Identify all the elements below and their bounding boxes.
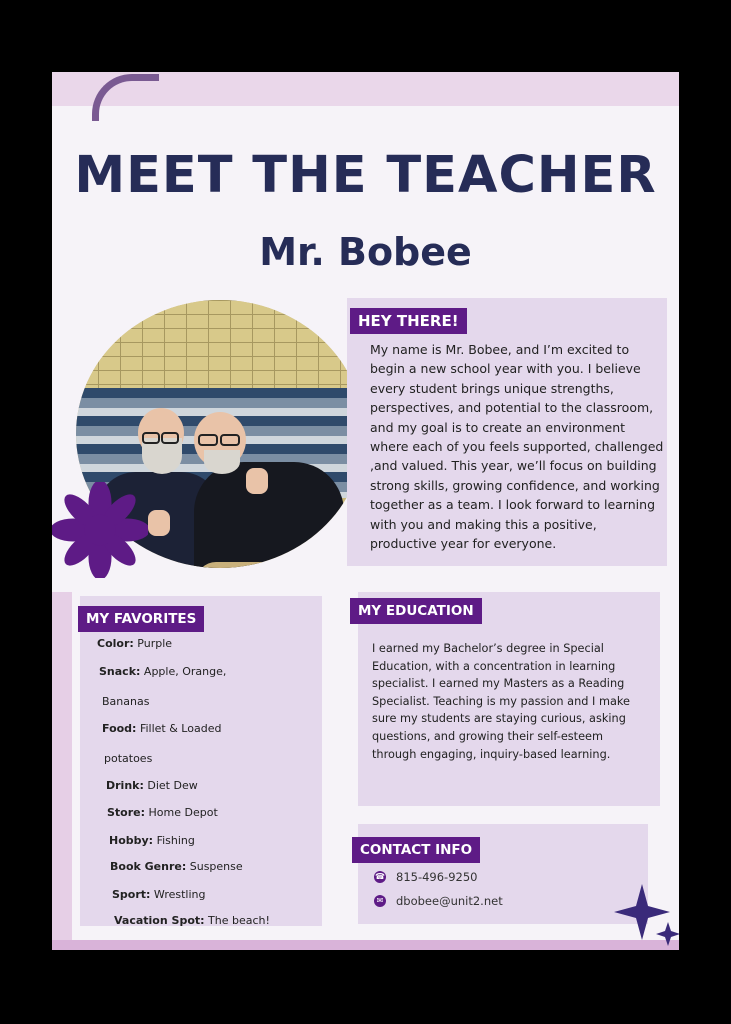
thumbs-up-icon	[148, 510, 170, 536]
page-title: MEET THE TEACHER	[74, 146, 657, 205]
favorite-food: Food: Fillet & Loaded	[102, 722, 222, 735]
favorite-store: Store: Home Depot	[107, 806, 218, 819]
thumbs-up-icon	[246, 468, 268, 494]
phone-icon: ☎	[375, 872, 385, 881]
favorite-snack: Snack: Apple, Orange,	[99, 665, 227, 678]
favorite-color: Color: Purple	[97, 637, 173, 650]
person-right-body	[194, 462, 344, 568]
favorite-book-genre: Book Genre: Suspense	[110, 860, 243, 873]
glasses-icon	[161, 432, 179, 444]
sparkle-stars-icon	[612, 882, 679, 950]
person-right-beard	[204, 450, 240, 474]
education-label: MY EDUCATION	[350, 598, 482, 624]
education-text: I earned my Bachelor’s degree in Special Education, with a concentration in learning specialist. I earned my Masters as a Reading Specialist. Teaching is my passion and I make sure my students are staying curious, asking questions, and growing their self-esteem through engaging, inquiry-based learning.	[372, 642, 630, 761]
contact-email	[374, 894, 503, 908]
favorite-food-cont: potatoes	[104, 752, 153, 765]
glasses-icon	[220, 434, 240, 446]
favorite-snack-cont: Bananas	[102, 695, 150, 708]
intro-label: HEY THERE!	[350, 308, 467, 334]
glasses-icon	[198, 434, 218, 446]
teacher-name: Mr. Bobee	[259, 230, 472, 274]
email-address: dbobee@unit2.net	[396, 894, 503, 908]
person-right-pants	[196, 562, 356, 568]
intro-text: My name is Mr. Bobee, and I’m excited to begin a new school year with you. I believe every student brings unique strengths, perspectives, and potential to the classroom, and my goal is to create an environment where each of you feels supported, challenged ,and valued. This year, we’ll focus on building strong skills, growing confidence, and working together as a team. I look forward to learning with you and making this a positive, productive year for everyone.	[370, 342, 664, 552]
brick-wall	[76, 300, 364, 390]
left-decor-band	[52, 592, 72, 950]
glasses-icon	[142, 432, 160, 444]
contact-phone	[374, 870, 477, 884]
flower-decoration-icon	[52, 482, 148, 578]
poster	[52, 72, 679, 950]
phone-number: 815-496-9250	[396, 870, 478, 884]
contact-label: CONTACT INFO	[352, 837, 480, 863]
favorite-vacation-spot: Vacation Spot: The beach!	[114, 914, 270, 927]
email-icon: ✉	[374, 895, 386, 907]
favorites-label: MY FAVORITES	[78, 606, 204, 632]
favorite-sport: Sport: Wrestling	[112, 888, 206, 901]
bottom-decor-band	[52, 940, 679, 950]
favorite-drink: Drink: Diet Dew	[106, 779, 198, 792]
favorite-hobby: Hobby: Fishing	[109, 834, 195, 847]
